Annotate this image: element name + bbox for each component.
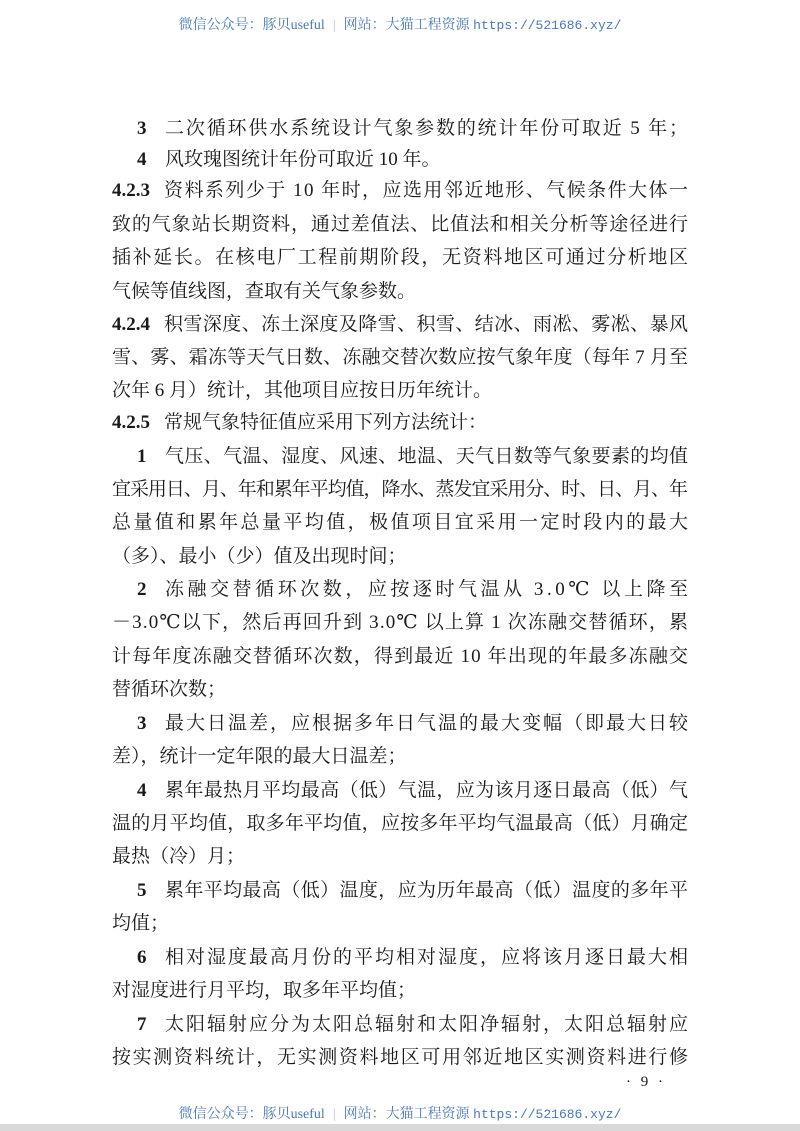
line-text: （多）、最小（少）值及出现时间；	[112, 546, 407, 567]
line-text: 气压、气温、湿度、风速、地温、天气日数等气象要素的均值	[165, 446, 689, 467]
watermark-site: 网站：大猫工程资源	[343, 1107, 470, 1122]
clause-line	[137, 1013, 688, 1037]
line-text: 相对湿度最高月份的平均相对湿度，应将该月逐日最大相	[165, 947, 690, 968]
clause-number: 4.2.3	[112, 180, 150, 201]
watermark-separator: |	[332, 18, 336, 33]
line-text: 温的月平均值，取多年平均值，应按多年平均气温最高（低）月确定	[112, 813, 689, 834]
clause-line	[137, 712, 688, 736]
text-line	[112, 979, 688, 1003]
text-line	[112, 611, 688, 635]
text-line	[112, 511, 691, 535]
text-line	[112, 645, 688, 669]
watermark-url[interactable]: https://521686.xyz/	[473, 18, 622, 33]
line-text: 累年最热月平均最高（低）气温，应为该月逐日最高（低）气	[165, 780, 689, 801]
text-line	[112, 1046, 688, 1070]
line-text: 二次循环供水系统设计气象参数的统计年份可取近 5 年；	[165, 118, 690, 139]
watermark-wechat: 微信公众号：豚贝useful	[178, 18, 325, 33]
line-text: 按实测资料统计，无实测资料地区可用邻近地区实测资料进行修	[112, 1047, 690, 1068]
clause-line	[137, 578, 692, 602]
watermark-bottom	[0, 1103, 800, 1123]
text-line	[112, 213, 688, 237]
line-text: 替循环次数；	[112, 679, 227, 700]
clause-line	[112, 313, 688, 337]
clause-number: 2	[137, 579, 147, 600]
clause-number: 3	[137, 118, 147, 139]
clause-line	[137, 445, 688, 469]
page-bottom-bar	[0, 1124, 800, 1131]
clause-number: 4.2.5	[112, 412, 150, 433]
text-line	[112, 812, 688, 836]
text-line	[112, 379, 688, 403]
text-line	[112, 346, 688, 370]
line-text: 风玫瑰图统计年份可取近 10 年。	[165, 149, 441, 170]
line-text: 雪、雾、霜冻等天气日数、冻融交替次数应按气象年度（每年 7 月至	[112, 347, 689, 368]
line-text: 宜采用日、月、年和累年平均值，降水、蒸发宜采用分、时、日、月、年	[112, 479, 687, 500]
watermark-wechat: 微信公众号：豚贝useful	[178, 1107, 325, 1122]
text-line	[112, 280, 688, 304]
clause-line	[112, 411, 688, 435]
clause-line	[137, 946, 688, 970]
watermark-top	[0, 14, 800, 34]
clause-line	[137, 879, 688, 903]
line-text: 最大日温差，应根据多年日气温的最大变幅（即最大日较	[165, 713, 690, 734]
clause-line	[137, 779, 688, 803]
line-text: 均值；	[112, 913, 170, 934]
text-line	[112, 912, 688, 936]
text-line	[112, 246, 688, 270]
line-text: 资料系列少于 10 年时，应选用邻近地形、气候条件大体一	[164, 180, 690, 201]
clause-number: 4	[137, 149, 147, 170]
text-line	[112, 845, 688, 869]
line-text: 累年平均最高（低）温度，应为历年最高（低）温度的多年平	[165, 880, 689, 901]
page-number: · 9 ·	[626, 1074, 666, 1090]
text-line	[112, 545, 688, 569]
line-text: 致的气象站长期资料，通过差值法、比值法和相关分析等途径进行	[112, 214, 689, 235]
clause-number: 6	[137, 947, 147, 968]
line-text: 次年 6 月）统计，其他项目应按日历年统计。	[112, 380, 493, 401]
watermark-separator: |	[332, 1107, 336, 1122]
line-text: －3.0℃以下，然后再回升到 3.0℃ 以上算 1 次冻融交替循环，累	[112, 612, 690, 633]
line-text: 积雪深度、冻土深度及降雪、积雪、结冰、雨凇、雾凇、暴风	[164, 314, 689, 335]
clause-number: 4.2.4	[112, 314, 150, 335]
text-line	[112, 678, 688, 702]
clause-number: 4	[137, 780, 147, 801]
line-text: 冻融交替循环次数，应按逐时气温从 3.0℃ 以上降至	[165, 579, 692, 600]
line-text: 最热（冷）月；	[112, 846, 246, 867]
line-text: 对湿度进行月平均，取多年平均值；	[112, 980, 417, 1001]
text-line	[112, 478, 688, 502]
line-text: 总量值和累年总量平均值，极值项目宜采用一定时段内的最大	[112, 512, 691, 533]
watermark-url[interactable]: https://521686.xyz/	[473, 1107, 622, 1122]
line-text: 太阳辐射应分为太阳总辐射和太阳净辐射，太阳总辐射应	[165, 1014, 690, 1035]
clause-number: 5	[137, 880, 147, 901]
clause-number: 7	[137, 1014, 147, 1035]
clause-number: 3	[137, 713, 147, 734]
clause-number: 1	[137, 446, 147, 467]
clause-line	[137, 117, 688, 141]
watermark-site: 网站：大猫工程资源	[343, 18, 470, 33]
line-text: 常规气象特征值应采用下列方法统计：	[164, 412, 488, 433]
clause-line	[137, 148, 688, 172]
line-text: 气候等值线图，查取有关气象参数。	[112, 281, 417, 302]
line-text: 计每年度冻融交替循环次数，得到最近 10 年出现的年最多冻融交	[112, 646, 690, 667]
line-text: 差），统计一定年限的最大日温差；	[112, 746, 407, 767]
text-line	[112, 745, 688, 769]
line-text: 插补延长。在核电厂工程前期阶段，无资料地区可通过分析地区	[112, 247, 690, 268]
clause-line	[112, 179, 688, 203]
